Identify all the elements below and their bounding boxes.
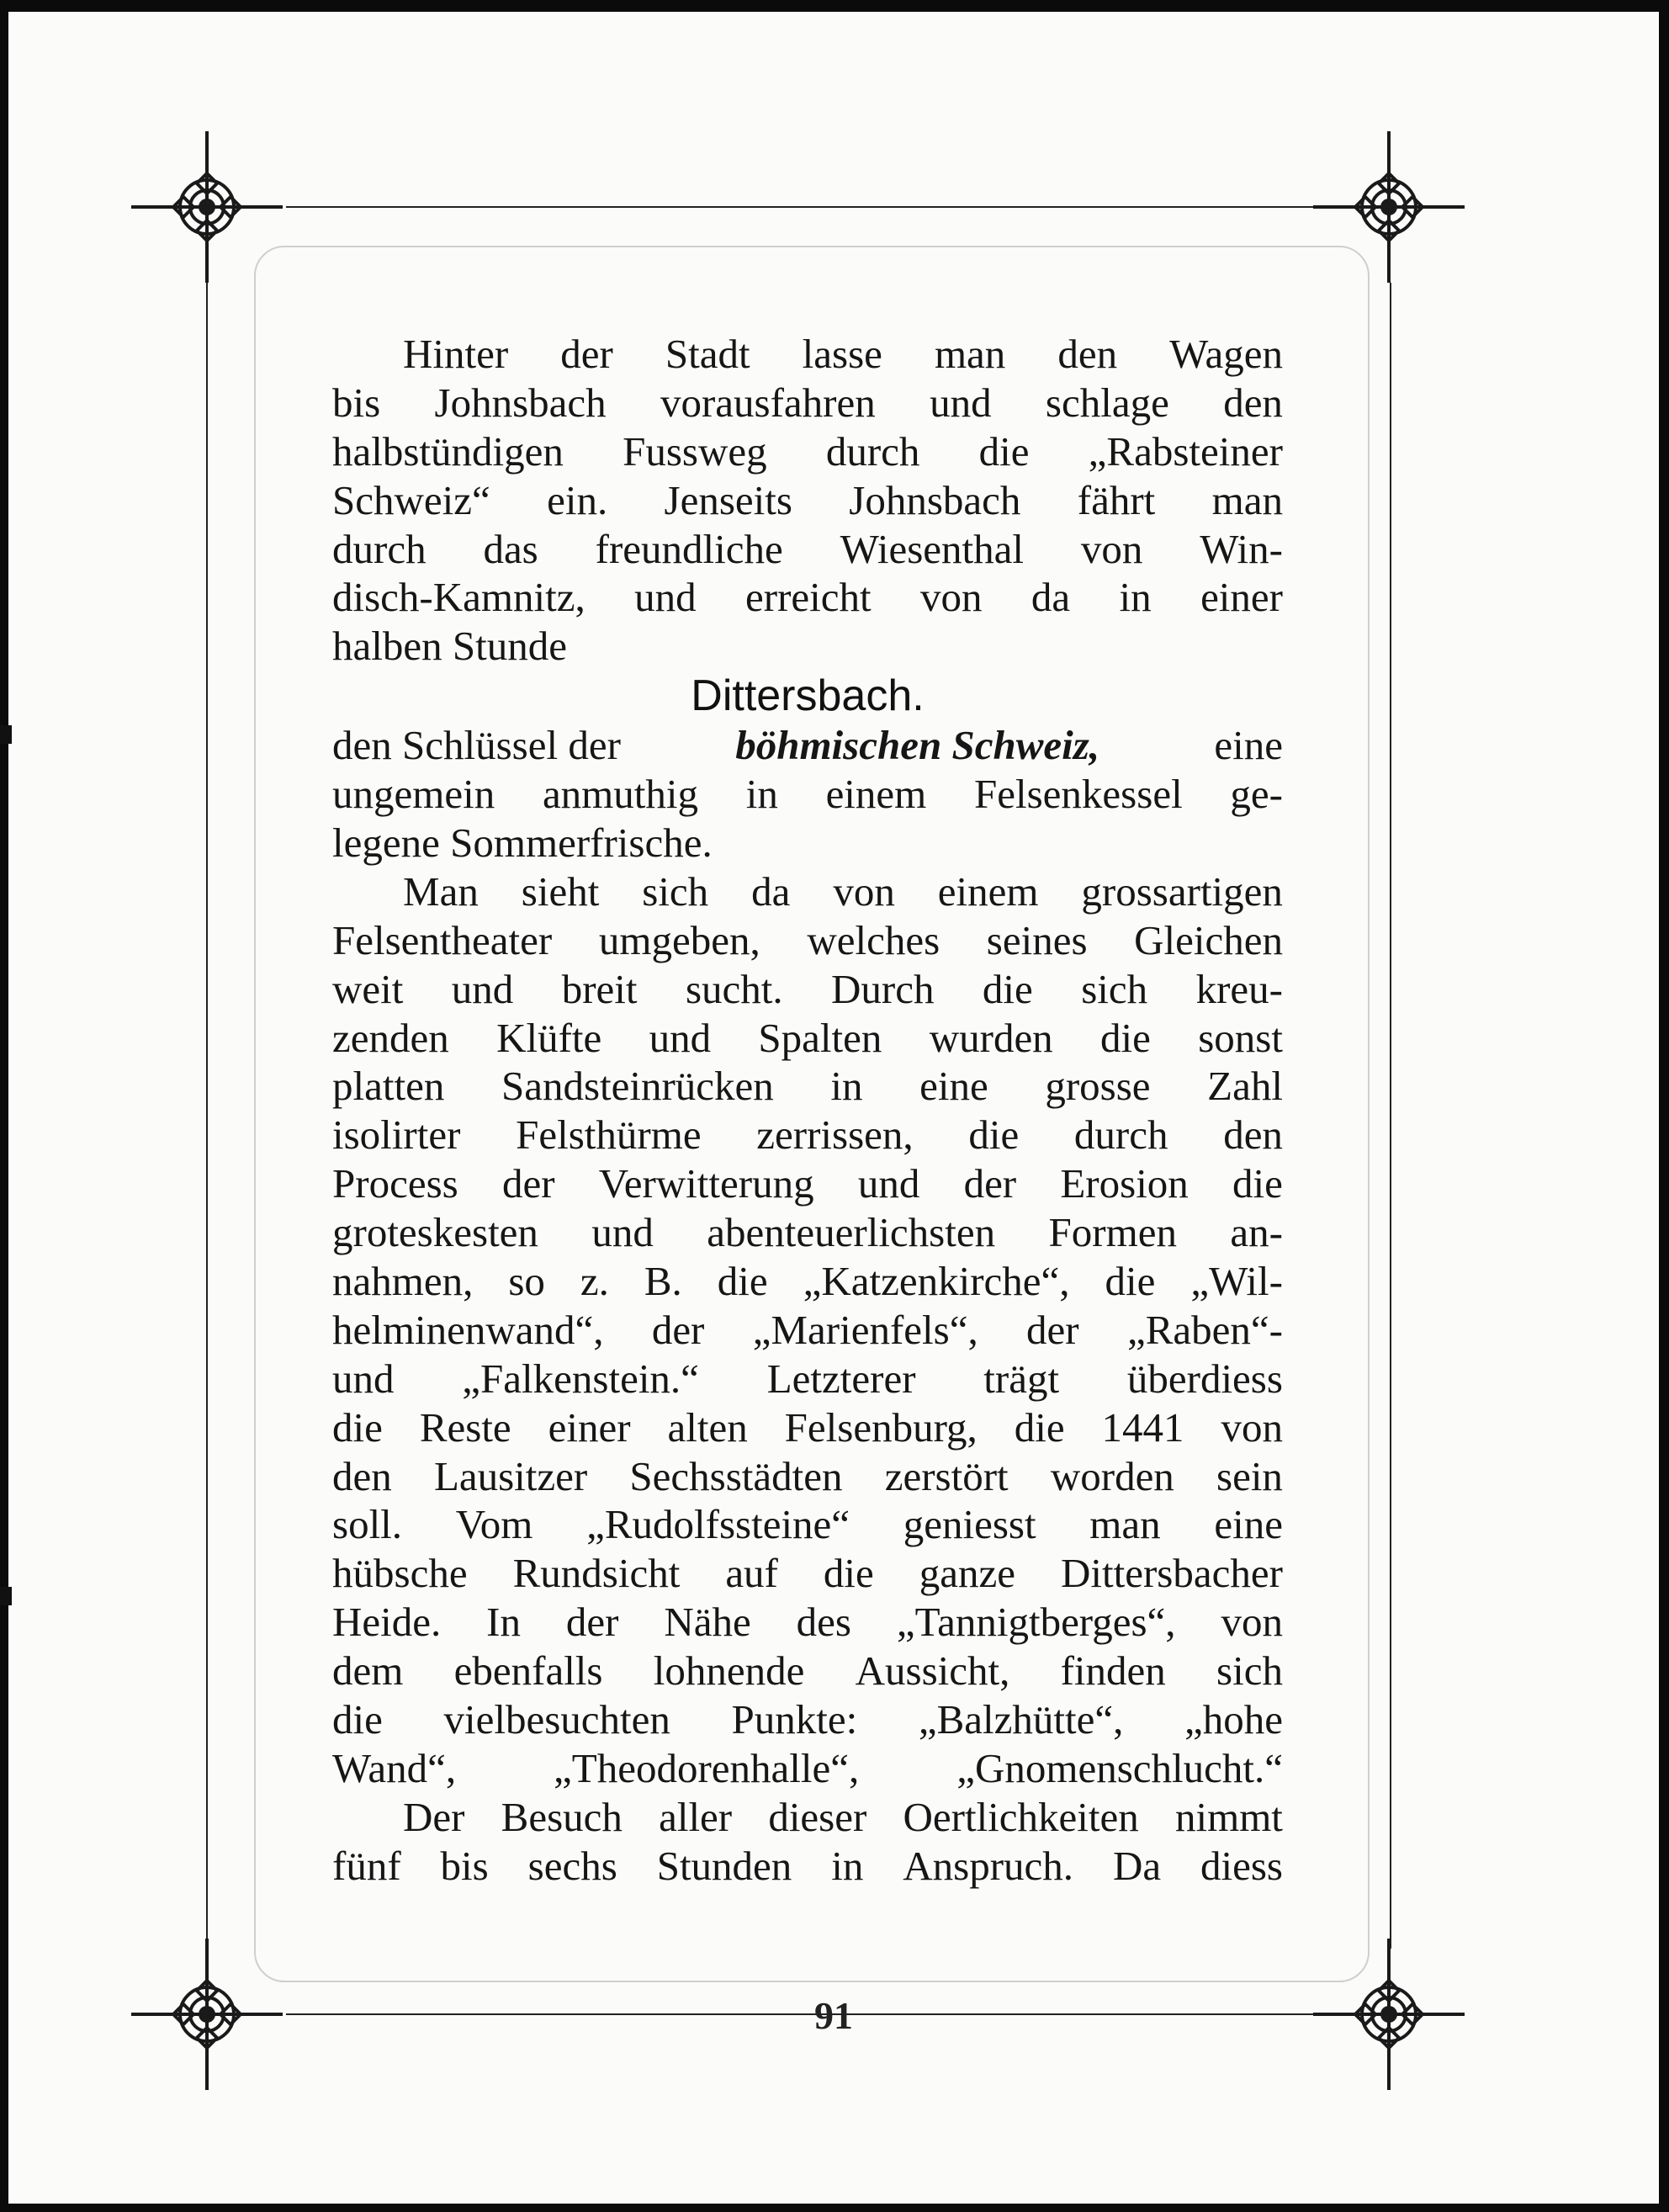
corner-ornament-top-right bbox=[1305, 123, 1473, 291]
text-line: isolirter Felsthürme zerrissen, die durch den bbox=[332, 1111, 1283, 1159]
text-line: nahmen, so z. B. die „Katzenkirche“, die „Wil- bbox=[332, 1258, 1283, 1305]
binding-edge-mark bbox=[0, 725, 12, 744]
text-line: ungemein anmuthig in einem Felsenkessel ge- bbox=[332, 771, 1283, 818]
text-segment: eine bbox=[1214, 722, 1283, 769]
text-line: und „Falkenstein.“ Letzterer trägt überdiess bbox=[332, 1355, 1283, 1402]
text-line: Man sieht sich da von einem grossartigen bbox=[403, 867, 1283, 915]
text-line: bis Johnsbach vorausfahren und schlage den bbox=[332, 379, 1283, 426]
binding-edge-mark bbox=[0, 1587, 12, 1605]
text-line: helminenwand“, der „Marienfels“, der „Raben“- bbox=[332, 1306, 1283, 1353]
text-segment: den Schlüssel der bbox=[332, 722, 621, 769]
text-line: weit und breit sucht. Durch die sich kreu- bbox=[332, 965, 1283, 1012]
text-line: legene Sommerfrische. bbox=[332, 820, 713, 867]
text-line: die vielbesuchten Punkte: „Balzhütte“, „hohe bbox=[332, 1696, 1283, 1743]
frame-left-line bbox=[206, 283, 208, 1949]
corner-ornament-top-left bbox=[123, 123, 291, 291]
text-line: dem ebenfalls lohnende Aussicht, finden sich bbox=[332, 1647, 1283, 1695]
text-line: Heide. In der Nähe des „Tannigtberges“, von bbox=[332, 1599, 1283, 1646]
text-line: Schweiz“ ein. Jenseits Johnsbach fährt man bbox=[332, 476, 1283, 523]
section-heading: Dittersbach. bbox=[691, 671, 925, 721]
text-line: Felsentheater umgeben, welches seines Gleichen bbox=[332, 916, 1283, 963]
frame-right-line bbox=[1390, 283, 1391, 1949]
text-line: zenden Klüfte und Spalten wurden die sonst bbox=[332, 1014, 1283, 1061]
text-line: groteskesten und abenteuerlichsten Formen an- bbox=[332, 1209, 1283, 1256]
page-number: 91 bbox=[814, 1994, 853, 2037]
body-text bbox=[332, 330, 1283, 1891]
text-line: Hinter der Stadt lasse man den Wagen bbox=[403, 331, 1283, 377]
text-line: platten Sandsteinrücken in eine grosse Zahl bbox=[332, 1063, 1283, 1110]
text-line: fünf bis sechs Stunden in Anspruch. Da diess bbox=[332, 1842, 1283, 1889]
book-page bbox=[8, 12, 1659, 2204]
italic-text-segment: böhmischen Schweiz, bbox=[735, 722, 1100, 769]
text-line: soll. Vom „Rudolfssteine“ geniesst man eine bbox=[332, 1501, 1283, 1548]
text-line: halbstündigen Fussweg durch die „Rabsteiner bbox=[332, 427, 1283, 475]
text-line: Process der Verwitterung und der Erosion die bbox=[332, 1160, 1283, 1207]
text-line: disch-Kamnitz, und erreicht von da in einer bbox=[332, 574, 1283, 621]
text-line: Der Besuch aller dieser Oertlichkeiten nimmt bbox=[403, 1793, 1283, 1840]
text-line: halben Stunde bbox=[332, 623, 567, 670]
text-line: hübsche Rundsicht auf die ganze Dittersbacher bbox=[332, 1550, 1283, 1597]
text-line: durch das freundliche Wiesenthal von Win- bbox=[332, 525, 1283, 572]
text-line: Wand“, „Theodorenhalle“, „Gnomenschlucht.“ bbox=[332, 1744, 1283, 1791]
text-line-with-italic bbox=[332, 721, 1283, 770]
text-line: den Lausitzer Sechsstädten zerstört worden sein bbox=[332, 1452, 1283, 1499]
text-line: die Reste einer alten Felsenburg, die 1441 von bbox=[332, 1403, 1283, 1451]
frame-top-line bbox=[286, 206, 1338, 208]
